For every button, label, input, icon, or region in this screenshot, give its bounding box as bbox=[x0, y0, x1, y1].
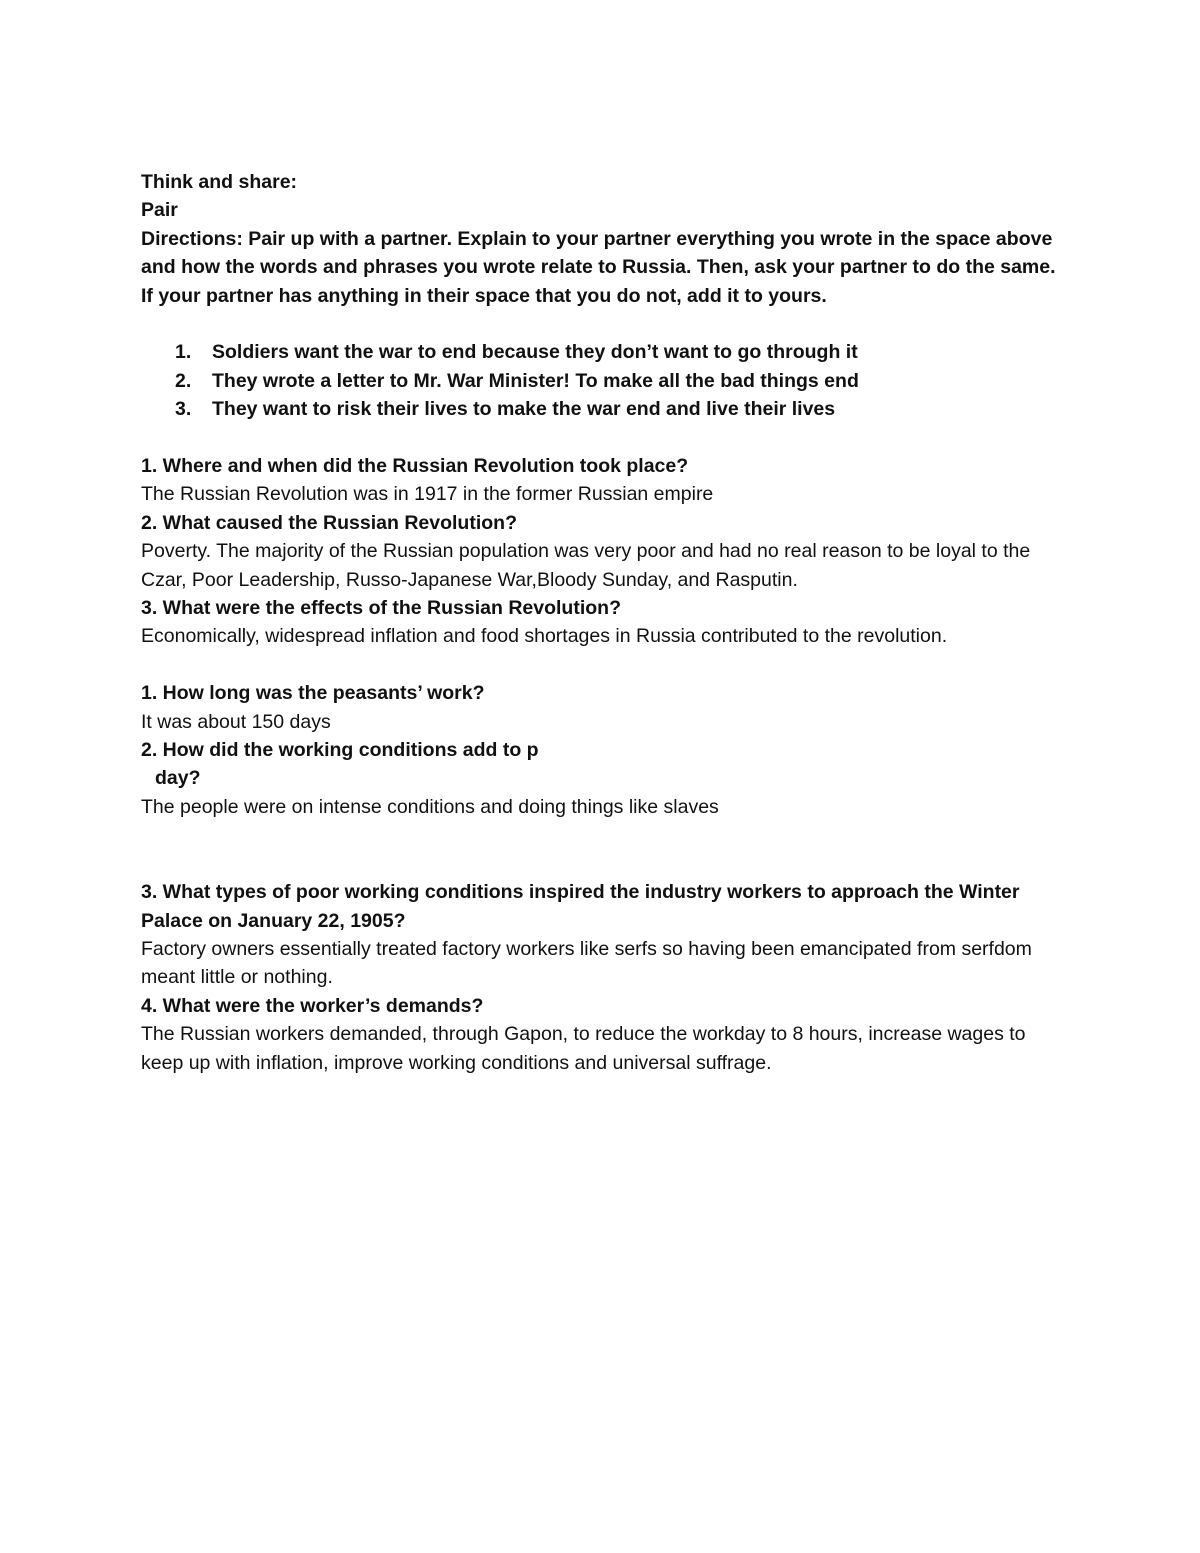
list-item bbox=[141, 395, 1061, 423]
question: 4. What were the worker’s demands? bbox=[141, 994, 484, 1017]
directions: Directions: Pair up with a partner. Explain to your partner everything you wrote in the space above and how the words and phrases you wrote relate to Russia. Then, ask your partner to do the same. If your partner has anything in their space that you do not, add it to yours. bbox=[141, 227, 1056, 307]
answer: The Russian Revolution was in 1917 in the former Russian empire bbox=[141, 483, 714, 506]
list-item-text: They want to risk their lives to make the war end and live their lives bbox=[212, 398, 836, 421]
question-continuation: day? bbox=[155, 767, 201, 790]
question: 1. How long was the peasants’ work? bbox=[141, 682, 485, 705]
list-item-text: They wrote a letter to Mr. War Minister! To make all the bad things end bbox=[212, 369, 859, 392]
spacer bbox=[141, 651, 1061, 679]
answer: The people were on intense conditions and doing things like slaves bbox=[141, 795, 719, 818]
list-number: 1. bbox=[175, 341, 192, 364]
answer: Factory owners essentially treated factory workers like serfs so having been emancipated from serfdom meant little or nothing. bbox=[141, 937, 1032, 989]
answer: Economically, widespread inflation and food shortages in Russia contributed to the revolution. bbox=[141, 625, 948, 648]
question: 2. How did the working conditions add to p bbox=[141, 739, 539, 762]
subheading: Pair bbox=[141, 199, 178, 222]
heading: Think and share: bbox=[141, 171, 298, 193]
question: 2. What caused the Russian Revolution? bbox=[141, 511, 517, 534]
spacer bbox=[141, 310, 1061, 338]
document-page bbox=[141, 168, 1061, 1077]
list-number: 3. bbox=[175, 398, 192, 421]
list-item bbox=[141, 367, 1061, 395]
question: 3. What were the effects of the Russian Revolution? bbox=[141, 597, 621, 620]
answer: The Russian workers demanded, through Gapon, to reduce the workday to 8 hours, increase wages to keep up with inflation, improve working conditions and universal suffrage. bbox=[141, 1023, 1026, 1074]
question: 1. Where and when did the Russian Revolution took place? bbox=[141, 455, 689, 478]
spacer bbox=[141, 424, 1061, 452]
question: 3. What types of poor working conditions inspired the industry workers to approach the Winter Palace on January 22, 1905? bbox=[141, 881, 1020, 932]
list-number: 2. bbox=[175, 369, 192, 392]
list-item bbox=[141, 338, 1061, 366]
spacer bbox=[141, 821, 1061, 878]
numbered-list bbox=[141, 338, 1061, 423]
list-item-text: Soldiers want the war to end because they don’t want to go through it bbox=[212, 341, 858, 364]
answer: It was about 150 days bbox=[141, 710, 331, 733]
answer: Poverty. The majority of the Russian population was very poor and had no real reason to be loyal to the Czar, Poor Leadership, Russo-Japanese War,Bloody Sunday, and Rasputin. bbox=[141, 540, 1031, 591]
